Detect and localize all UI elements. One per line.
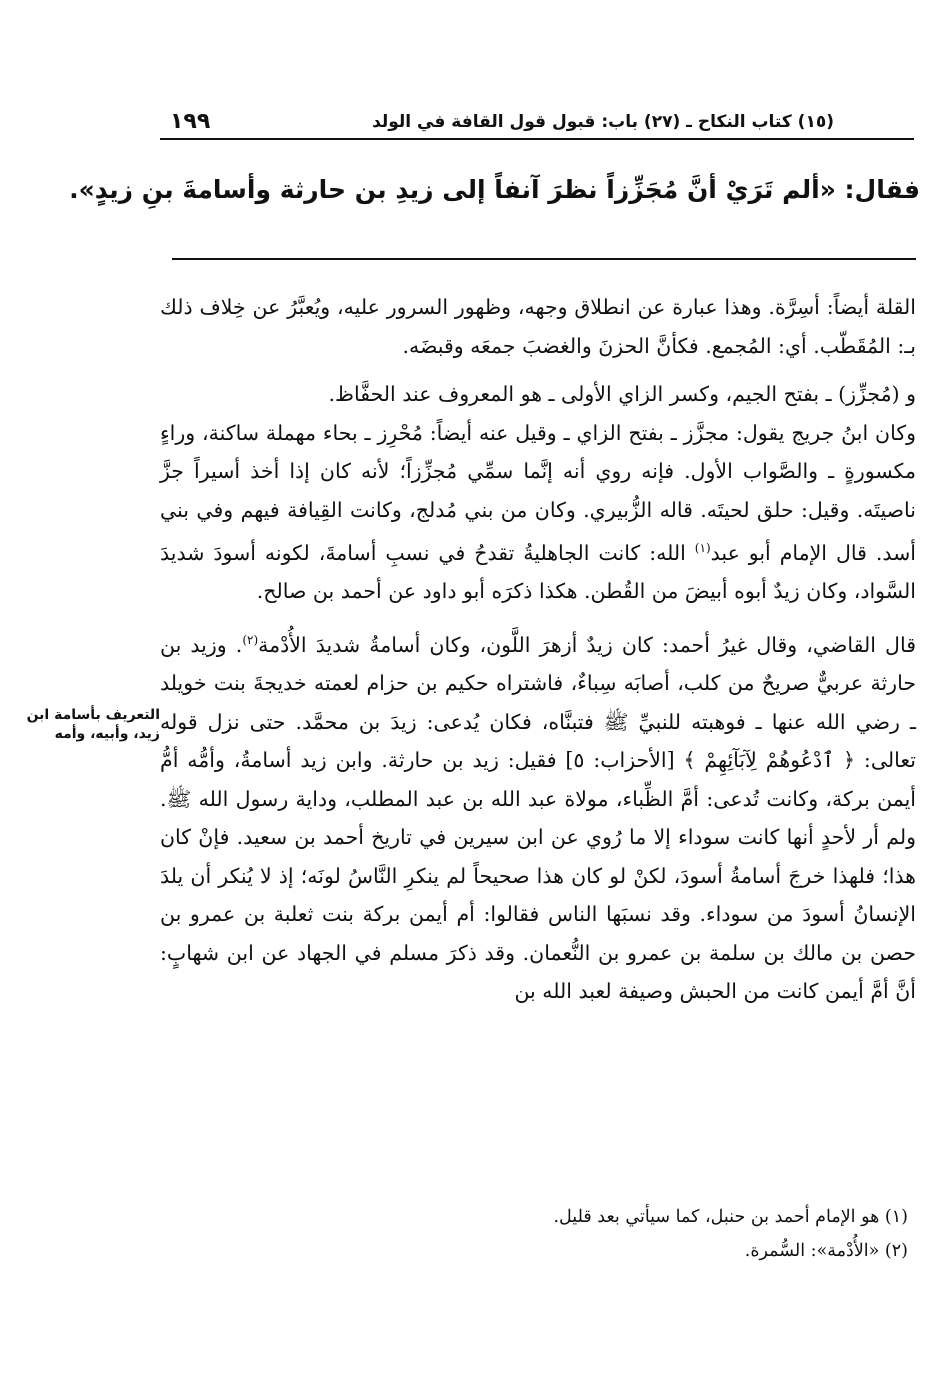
footnote: (١) هو الإمام أحمد بن حنبل، كما سيأتي بعد قليل. <box>553 1207 908 1227</box>
footnote: (٢) «الأُدْمة»: السُّمرة. <box>744 1241 908 1261</box>
footnotes <box>300 1200 908 1268</box>
paragraph-text: الله: كانت الجاهليةُ تقدحُ في نسبِ أسامةَ، لكونه أسودَ شديدَ السَّواد، وكان زيدٌ أبوه أبيضَ من القُطن. هكذا ذكرَه أبو داود عن أحمد بن صالح. <box>160 540 916 604</box>
paragraph-text: وكان ابنُ جريج يقول: مجزَّز ـ بفتح الزاي ـ وقيل عنه أيضاً: مُحْرِز ـ بحاء مهملة ساكنة، وراءٍ مكسورةٍ ـ والصَّواب الأول. فإنه روي أنه إنَّما سمِّي مُجزِّزاً؛ لأنه كان إذا أخذ أسيراً جزَّ ناصيتَه. وقيل: حلق لحيتَه. قاله الزُّبيري. وكان من بني مُدلج، وكانت القِيافة فيهم وفي بني أسد. قال الإمام أبو عبد <box>160 420 916 565</box>
commentary-paragraph: و (مُجزِّز) ـ بفتح الجيم، وكسر الزاي الأولى ـ هو المعروف عند الحفَّاظ. <box>328 382 916 406</box>
footnote-ref: (١) <box>694 541 711 555</box>
margin-note: التعريف بأسامة ابن زيد، وأبيه، وأمه <box>26 707 160 742</box>
commentary-paragraph <box>160 414 916 611</box>
commentary-paragraph <box>160 621 916 1011</box>
commentary-body <box>160 288 916 1011</box>
paragraph-text: قال القاضي، وقال غيرُ أحمد: كان زيدٌ أزهرَ اللَّون، وكان أسامةُ شديدَ الأُدْمة <box>258 632 916 657</box>
hadith-text: فقال: «ألم تَرَيْ أنَّ مُجَزِّزاً نظرَ آنفاً إلى زيدِ بن حارثة وأسامةَ بنِ زيدٍ». <box>69 175 920 204</box>
page-header <box>160 92 914 140</box>
page-number: ١٩٩ <box>170 109 211 134</box>
paragraph-text: . وزيد بن حارثة عربيٌّ صريحٌ من كلب، أصابَه سِباءٌ، فاشتراه حكيم بن حزام لعمته خديجةَ بنت خويلد ـ رضي الله عنها ـ فوهبته للنبيِّ ﷺ فتبنَّاه، فكان يُدعى: زيدَ بن محمَّد. حتى نزل قوله تعالى: ﴿ ٱدْعُوهُمْ لِآبَآئِهِمْ ﴾ [الأحزاب: ٥] فقيل: زيد بن حارثة. وابن زيد أسامةُ، وأمُّه أمُّ أيمن بركة، وكانت تُدعى: أمَّ الظِّباء، مولاة عبد الله بن عبد المطلب، وداية رسول الله ﷺ. ولم أر لأحدٍ أنها كانت سوداء إلا ما رُوي عن ابن سيرين في تاريخ أحمد بن سعيد. فإنْ كان هذا؛ فلهذا خرجَ أسامةُ أسودَ، لكنْ لو كان هذا صحيحاً لم ينكرِ النَّاسُ لونَه؛ إذ لا يُنكر أن يلدَ الإنسانُ أسودَ من سوداء. وقد نسبَها الناس فقالوا: أم أيمن بركة بنت ثعلبة بن عمرو بن حصن بن مالك بن سلمة بن عمرو بن النُّعمان. وقد ذكرَ مسلم في الجهاد عن ابن شهابٍ: أنَّ أمَّ أيمن كانت من الحبش وصيفة لعبد الله بن <box>160 632 916 1004</box>
running-title: (١٥) كتاب النكاح ـ (٢٧) باب: قبول قول القافة في الولد <box>372 112 834 132</box>
hadith-separator-rule <box>172 258 916 260</box>
footnote-ref: (٢) <box>242 632 259 647</box>
commentary-paragraph: القلة أيضاً: أسِرَّة. وهذا عبارة عن انطلاق وجهه، وظهور السرور عليه، ويُعبَّرُ عن خِلاف ذلك بـ: المُقَطّب. أي: المُجمع. فكأنَّ الحزنَ والغضبَ جمعَه وقبضَه. <box>160 295 916 358</box>
